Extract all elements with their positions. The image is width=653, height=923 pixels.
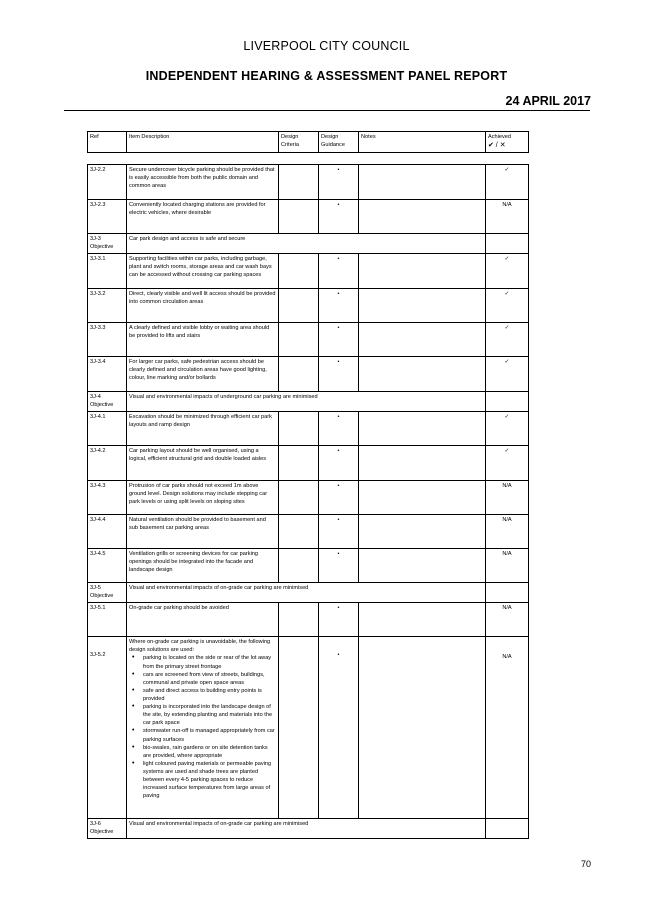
col-header-achieved xyxy=(486,132,529,153)
row-achieved: ✓ xyxy=(486,357,529,392)
design-solutions-list xyxy=(129,654,276,800)
table-row xyxy=(88,515,529,549)
list-item: • light coloured paving materials or permeable paving systems are used and shade trees are planted between every 4-5 parking spaces to reduce increased surface temperatures from large areas of paving xyxy=(143,760,276,801)
row-notes xyxy=(359,289,486,323)
objective-text: Visual and environmental impacts of on-grade car parking are minimised xyxy=(127,583,486,603)
guidance-dot-icon: • xyxy=(319,323,359,357)
table-row xyxy=(88,357,529,392)
row-ref: 3J-2.3 xyxy=(88,200,127,234)
report-title: INDEPENDENT HEARING & ASSESSMENT PANEL REPORT xyxy=(145,69,508,83)
row-achieved: ✓ xyxy=(486,323,529,357)
row-criteria xyxy=(279,357,319,392)
col-header-design-criteria: Design Criteria xyxy=(279,132,319,153)
row-ref xyxy=(88,392,127,412)
row-description: For larger car parks, safe pedestrian access should be clearly defined and circulation areas have good lighting, colour, line marking and/or bollards xyxy=(127,357,279,392)
row-criteria xyxy=(279,637,319,819)
row-ref xyxy=(88,819,127,839)
row-achieved xyxy=(486,583,529,603)
guidance-dot-icon: • xyxy=(319,165,359,200)
list-item: • bio-swales, rain gardens or on site detention tanks are provided, where appropriate xyxy=(143,744,276,760)
objective-ref: 3J-3 xyxy=(90,236,101,243)
row-notes xyxy=(359,412,486,446)
row-achieved: ✓ xyxy=(486,412,529,446)
row-ref: 3J-3.3 xyxy=(88,323,127,357)
row-criteria xyxy=(279,412,319,446)
row-achieved: ✓ xyxy=(486,165,529,200)
row-notes xyxy=(359,446,486,481)
row-description: Direct, clearly visible and well lit access should be provided into common circulation areas xyxy=(127,289,279,323)
row-achieved: ✓ xyxy=(486,446,529,481)
row-achieved xyxy=(486,819,529,839)
row-criteria xyxy=(279,603,319,637)
list-item: • parking is located on the side or rear of the lot away from the primary street frontage xyxy=(143,654,276,670)
objective-label: Objective xyxy=(90,593,114,600)
guidance-dot-icon: • xyxy=(319,481,359,515)
guidance-dot-icon: • xyxy=(319,412,359,446)
row-achieved xyxy=(486,392,529,412)
row-criteria xyxy=(279,549,319,583)
table-row xyxy=(88,446,529,481)
row-description: Supporting facilities within car parks, including garbage, plant and switch rooms, storage areas and car wash bays can be accessed without crossing car parking spaces xyxy=(127,254,279,289)
row-ref xyxy=(88,583,127,603)
objective-text: Visual and environmental impacts of on-grade car parking are minimised xyxy=(127,819,486,839)
achieved-label: Achieved xyxy=(488,134,512,140)
row-notes xyxy=(359,323,486,357)
row-ref: 3J-4.4 xyxy=(88,515,127,549)
row-description: Ventilation grills or screening devices for car parking openings should be integrated into the facade and landscape design xyxy=(127,549,279,583)
row-criteria xyxy=(279,165,319,200)
col-header-description: Item Description xyxy=(127,132,279,153)
guidance-dot-icon: • xyxy=(319,549,359,583)
list-item: • cars are screened from view of streets, buildings, communal and private open space areas xyxy=(143,671,276,687)
row-criteria xyxy=(279,481,319,515)
row-achieved: N/A xyxy=(486,637,529,819)
row-description: Protrusion of car parks should not exceed 1m above ground level. Design solutions may include stepping car park levels or using split levels on sloping sites xyxy=(127,481,279,515)
objective-ref: 3J-5 xyxy=(90,585,101,592)
objective-ref: 3J-6 xyxy=(90,821,101,828)
table-spacer xyxy=(88,153,529,165)
row-description: Excavation should be minimized through efficient car park layouts and ramp design xyxy=(127,412,279,446)
guidance-dot-icon: • xyxy=(319,200,359,234)
objective-row xyxy=(88,392,529,412)
row-ref: 3J-5.2 xyxy=(88,637,127,819)
row-notes xyxy=(359,549,486,583)
row-notes xyxy=(359,637,486,819)
report-date: 24 APRIL 2017 xyxy=(505,94,591,108)
table-row xyxy=(88,200,529,234)
table-row xyxy=(88,603,529,637)
header-divider xyxy=(64,110,590,111)
row-description: Secure undercover bicycle parking should be provided that is easily accessible from both the public domain and common areas xyxy=(127,165,279,200)
row-achieved: N/A xyxy=(486,481,529,515)
row-description: Natural ventilation should be provided to basement and sub basement car parking areas xyxy=(127,515,279,549)
row-ref: 3J-3.2 xyxy=(88,289,127,323)
achieved-symbols: ✔ / ✕ xyxy=(488,142,506,150)
row-notes xyxy=(359,481,486,515)
objective-label: Objective xyxy=(90,402,114,409)
list-item: • stormwater run-off is managed appropriately from car parking surfaces xyxy=(143,727,276,743)
row-ref: 3J-4.5 xyxy=(88,549,127,583)
row-achieved: N/A xyxy=(486,515,529,549)
row-notes xyxy=(359,165,486,200)
objective-row xyxy=(88,819,529,839)
table-row xyxy=(88,481,529,515)
guidance-dot-icon: • xyxy=(319,637,359,819)
row-criteria xyxy=(279,515,319,549)
row-notes xyxy=(359,254,486,289)
row-description-intro: Where on-grade car parking is unavoidable, the following design solutions are used: xyxy=(129,639,271,654)
row-ref: 3J-4.1 xyxy=(88,412,127,446)
table-row xyxy=(88,549,529,583)
row-achieved: N/A xyxy=(486,603,529,637)
objective-ref: 3J-4 xyxy=(90,394,101,401)
objective-row xyxy=(88,234,529,254)
table-row xyxy=(88,637,529,819)
row-criteria xyxy=(279,323,319,357)
guidance-dot-icon: • xyxy=(319,357,359,392)
row-notes xyxy=(359,515,486,549)
row-description xyxy=(127,637,279,819)
table-row xyxy=(88,412,529,446)
row-achieved: ✓ xyxy=(486,289,529,323)
objective-label: Objective xyxy=(90,244,114,251)
guidance-dot-icon: • xyxy=(319,446,359,481)
row-ref: 3J-2.2 xyxy=(88,165,127,200)
row-achieved: N/A xyxy=(486,200,529,234)
row-description: Conveniently located charging stations are provided for electric vehicles, where desirable xyxy=(127,200,279,234)
row-ref: 3J-3.4 xyxy=(88,357,127,392)
table-row xyxy=(88,165,529,200)
row-achieved xyxy=(486,234,529,254)
page-number: 70 xyxy=(580,859,591,869)
row-criteria xyxy=(279,254,319,289)
row-achieved: ✓ xyxy=(486,254,529,289)
objective-row xyxy=(88,583,529,603)
row-criteria xyxy=(279,289,319,323)
table-row xyxy=(88,289,529,323)
col-header-design-guidance: Design Guidance xyxy=(319,132,359,153)
row-notes xyxy=(359,603,486,637)
col-header-ref: Ref xyxy=(88,132,127,153)
row-ref: 3J-4.2 xyxy=(88,446,127,481)
row-achieved: N/A xyxy=(486,549,529,583)
guidance-dot-icon: • xyxy=(319,289,359,323)
compliance-table xyxy=(87,131,529,839)
table-row xyxy=(88,323,529,357)
list-item: • safe and direct access to building entry points is provided xyxy=(143,687,276,703)
row-description: Car parking layout should be well organised, using a logical, efficient structural grid and double loaded aisles xyxy=(127,446,279,481)
objective-label: Objective xyxy=(90,829,114,836)
list-item: • parking is incorporated into the landscape design of the site, by extending planting and materials into the car park space xyxy=(143,703,276,727)
row-ref xyxy=(88,234,127,254)
row-ref: 3J-5.1 xyxy=(88,603,127,637)
row-notes xyxy=(359,357,486,392)
row-ref: 3J-4.3 xyxy=(88,481,127,515)
row-description: A clearly defined and visible lobby or waiting area should be provided to lifts and stairs xyxy=(127,323,279,357)
guidance-dot-icon: • xyxy=(319,603,359,637)
objective-text: Car park design and access is safe and secure xyxy=(127,234,486,254)
guidance-dot-icon: • xyxy=(319,515,359,549)
table-row xyxy=(88,254,529,289)
table-header-row xyxy=(88,132,529,153)
col-header-notes: Notes xyxy=(359,132,486,153)
row-criteria xyxy=(279,446,319,481)
objective-text: Visual and environmental impacts of underground car parking are minimised xyxy=(127,392,486,412)
row-notes xyxy=(359,200,486,234)
guidance-dot-icon: • xyxy=(319,254,359,289)
row-criteria xyxy=(279,200,319,234)
council-name: LIVERPOOL CITY COUNCIL xyxy=(243,39,410,53)
row-ref: 3J-3.1 xyxy=(88,254,127,289)
row-description: On-grade car parking should be avoided xyxy=(127,603,279,637)
